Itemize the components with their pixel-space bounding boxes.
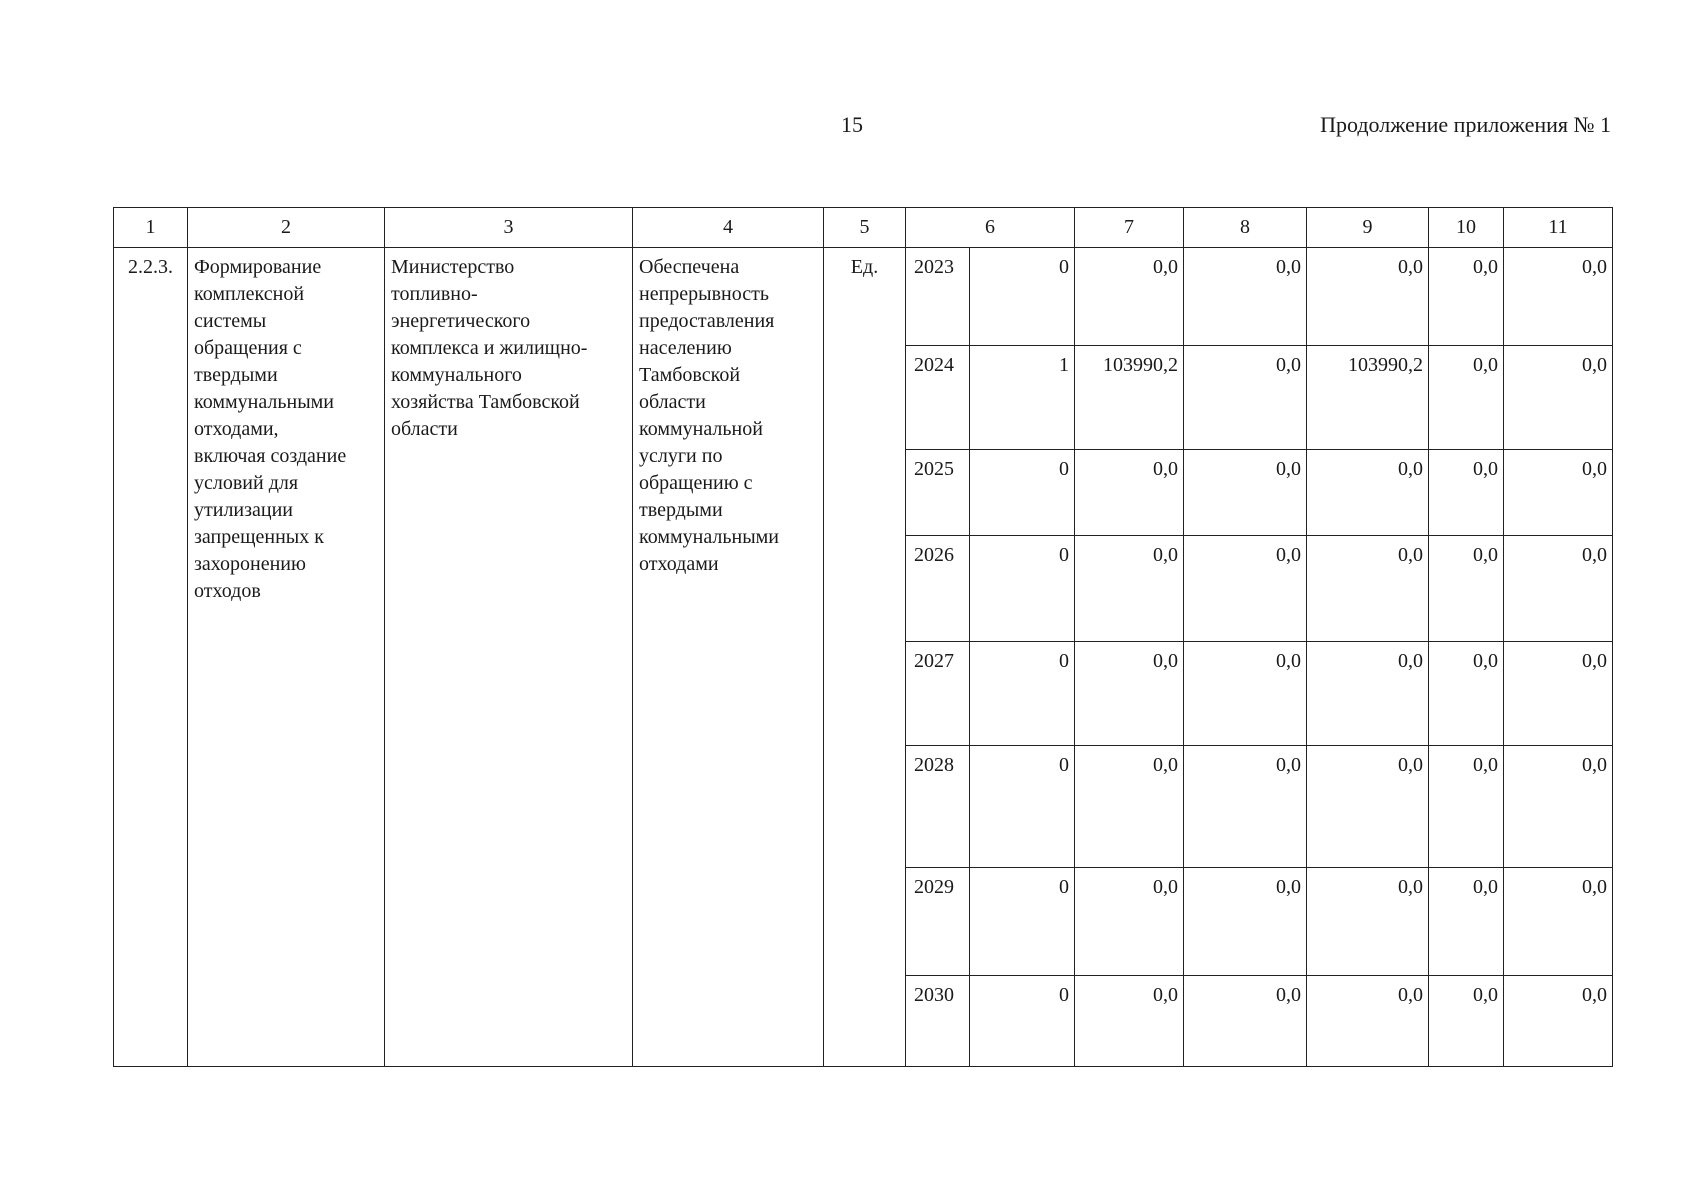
col-header-2: 2 bbox=[188, 208, 385, 248]
col11-value: 0,0 bbox=[1582, 984, 1607, 1006]
year-value: 2027 bbox=[914, 650, 954, 672]
col9-cell bbox=[1307, 248, 1429, 346]
col-header-7: 7 bbox=[1075, 208, 1184, 248]
col7-cell bbox=[1075, 976, 1184, 1067]
col10-cell bbox=[1429, 248, 1504, 346]
table-body bbox=[114, 248, 1613, 1067]
col-header-9: 9 bbox=[1307, 208, 1429, 248]
col8-cell bbox=[1184, 976, 1307, 1067]
col9-cell bbox=[1307, 976, 1429, 1067]
col7-value: 0,0 bbox=[1153, 876, 1178, 898]
col7-value: 0,0 bbox=[1153, 458, 1178, 480]
item-result: Обеспечена непрерывность предоставления населению Тамбовской области коммунальной услуги по обращению с твердыми коммунальными отходами bbox=[639, 256, 779, 575]
col8-cell bbox=[1184, 746, 1307, 868]
qty-cell bbox=[970, 450, 1075, 536]
col9-cell bbox=[1307, 642, 1429, 746]
year-value: 2028 bbox=[914, 754, 954, 776]
col9-cell bbox=[1307, 536, 1429, 642]
qty-value: 0 bbox=[1059, 650, 1069, 672]
col-header-10: 10 bbox=[1429, 208, 1504, 248]
year-cell bbox=[906, 450, 970, 536]
col-header-8: 8 bbox=[1184, 208, 1307, 248]
program-table bbox=[113, 207, 1613, 1067]
col7-value: 103990,2 bbox=[1103, 354, 1178, 376]
year-value: 2025 bbox=[914, 458, 954, 480]
item-number: 2.2.3. bbox=[128, 256, 173, 278]
col10-cell bbox=[1429, 346, 1504, 450]
col9-value: 0,0 bbox=[1398, 984, 1423, 1006]
col-header-5: 5 bbox=[824, 208, 906, 248]
qty-cell bbox=[970, 346, 1075, 450]
col10-value: 0,0 bbox=[1473, 458, 1498, 480]
col10-cell bbox=[1429, 868, 1504, 976]
col7-cell bbox=[1075, 642, 1184, 746]
col11-cell bbox=[1504, 868, 1613, 976]
col7-cell bbox=[1075, 346, 1184, 450]
col8-value: 0,0 bbox=[1276, 984, 1301, 1006]
col9-value: 0,0 bbox=[1398, 458, 1423, 480]
table-row bbox=[114, 248, 1613, 346]
col11-cell bbox=[1504, 248, 1613, 346]
col9-value: 0,0 bbox=[1398, 256, 1423, 278]
col8-cell bbox=[1184, 536, 1307, 642]
table-header bbox=[114, 208, 1613, 248]
col-header-3: 3 bbox=[385, 208, 633, 248]
col11-value: 0,0 bbox=[1582, 458, 1607, 480]
col7-value: 0,0 bbox=[1153, 984, 1178, 1006]
qty-value: 0 bbox=[1059, 876, 1069, 898]
col-header-6: 6 bbox=[906, 208, 1075, 248]
col9-cell bbox=[1307, 346, 1429, 450]
year-cell bbox=[906, 536, 970, 642]
col9-cell bbox=[1307, 450, 1429, 536]
qty-value: 0 bbox=[1059, 458, 1069, 480]
col8-value: 0,0 bbox=[1276, 544, 1301, 566]
year-value: 2024 bbox=[914, 354, 954, 376]
year-cell bbox=[906, 642, 970, 746]
col10-value: 0,0 bbox=[1473, 544, 1498, 566]
col7-cell bbox=[1075, 450, 1184, 536]
item-unit-cell bbox=[824, 248, 906, 1067]
qty-cell bbox=[970, 746, 1075, 868]
item-description-cell bbox=[188, 248, 385, 1067]
item-number-cell bbox=[114, 248, 188, 1067]
col11-value: 0,0 bbox=[1582, 650, 1607, 672]
col8-cell bbox=[1184, 248, 1307, 346]
col9-cell bbox=[1307, 746, 1429, 868]
year-value: 2026 bbox=[914, 544, 954, 566]
col8-value: 0,0 bbox=[1276, 650, 1301, 672]
col9-value: 0,0 bbox=[1398, 544, 1423, 566]
col8-value: 0,0 bbox=[1276, 354, 1301, 376]
qty-cell bbox=[970, 248, 1075, 346]
year-value: 2030 bbox=[914, 984, 954, 1006]
col10-cell bbox=[1429, 536, 1504, 642]
item-unit: Ед. bbox=[850, 256, 879, 278]
col10-value: 0,0 bbox=[1473, 876, 1498, 898]
col9-value: 0,0 bbox=[1398, 754, 1423, 776]
col10-value: 0,0 bbox=[1473, 650, 1498, 672]
col10-cell bbox=[1429, 976, 1504, 1067]
col8-cell bbox=[1184, 868, 1307, 976]
col11-cell bbox=[1504, 536, 1613, 642]
qty-cell bbox=[970, 536, 1075, 642]
year-cell bbox=[906, 746, 970, 868]
qty-cell bbox=[970, 642, 1075, 746]
col10-value: 0,0 bbox=[1473, 256, 1498, 278]
col11-cell bbox=[1504, 450, 1613, 536]
col11-cell bbox=[1504, 746, 1613, 868]
item-executor: Министерство топливно- энергетического комплекса и жилищно- коммунального хозяйства Тамбовской области bbox=[391, 256, 588, 440]
col7-value: 0,0 bbox=[1153, 544, 1178, 566]
col8-cell bbox=[1184, 346, 1307, 450]
col8-value: 0,0 bbox=[1276, 754, 1301, 776]
col10-cell bbox=[1429, 642, 1504, 746]
col11-value: 0,0 bbox=[1582, 876, 1607, 898]
col11-cell bbox=[1504, 976, 1613, 1067]
col10-value: 0,0 bbox=[1473, 354, 1498, 376]
year-cell bbox=[906, 248, 970, 346]
year-cell bbox=[906, 976, 970, 1067]
col11-value: 0,0 bbox=[1582, 544, 1607, 566]
item-executor-cell bbox=[385, 248, 633, 1067]
col7-value: 0,0 bbox=[1153, 256, 1178, 278]
qty-value: 0 bbox=[1059, 544, 1069, 566]
year-cell bbox=[906, 346, 970, 450]
col-header-11: 11 bbox=[1504, 208, 1613, 248]
item-description: Формирование комплексной системы обращения с твердыми коммунальными отходами, включая создание условий для утилизации запрещенных к захоронению отходов bbox=[194, 256, 347, 602]
col10-cell bbox=[1429, 746, 1504, 868]
year-value: 2029 bbox=[914, 876, 954, 898]
continuation-label: Продолжение приложения № 1 bbox=[1320, 112, 1611, 137]
col7-value: 0,0 bbox=[1153, 650, 1178, 672]
item-result-cell bbox=[633, 248, 824, 1067]
col11-cell bbox=[1504, 642, 1613, 746]
col7-cell bbox=[1075, 536, 1184, 642]
qty-value: 0 bbox=[1059, 754, 1069, 776]
col11-value: 0,0 bbox=[1582, 354, 1607, 376]
col9-value: 103990,2 bbox=[1348, 354, 1423, 376]
col11-value: 0,0 bbox=[1582, 754, 1607, 776]
header-row bbox=[114, 208, 1613, 248]
col8-cell bbox=[1184, 642, 1307, 746]
page-number: 15 bbox=[841, 112, 863, 137]
col7-cell bbox=[1075, 868, 1184, 976]
col9-value: 0,0 bbox=[1398, 876, 1423, 898]
col8-value: 0,0 bbox=[1276, 256, 1301, 278]
col10-value: 0,0 bbox=[1473, 754, 1498, 776]
col9-value: 0,0 bbox=[1398, 650, 1423, 672]
col11-cell bbox=[1504, 346, 1613, 450]
qty-value: 0 bbox=[1059, 256, 1069, 278]
col8-value: 0,0 bbox=[1276, 458, 1301, 480]
year-cell bbox=[906, 868, 970, 976]
col10-cell bbox=[1429, 450, 1504, 536]
qty-value: 0 bbox=[1059, 984, 1069, 1006]
col-header-4: 4 bbox=[633, 208, 824, 248]
col10-value: 0,0 bbox=[1473, 984, 1498, 1006]
col-header-1: 1 bbox=[114, 208, 188, 248]
qty-value: 1 bbox=[1059, 354, 1069, 376]
col11-value: 0,0 bbox=[1582, 256, 1607, 278]
col7-value: 0,0 bbox=[1153, 754, 1178, 776]
col8-cell bbox=[1184, 450, 1307, 536]
col7-cell bbox=[1075, 746, 1184, 868]
qty-cell bbox=[970, 868, 1075, 976]
year-value: 2023 bbox=[914, 256, 954, 278]
qty-cell bbox=[970, 976, 1075, 1067]
col9-cell bbox=[1307, 868, 1429, 976]
col7-cell bbox=[1075, 248, 1184, 346]
col8-value: 0,0 bbox=[1276, 876, 1301, 898]
